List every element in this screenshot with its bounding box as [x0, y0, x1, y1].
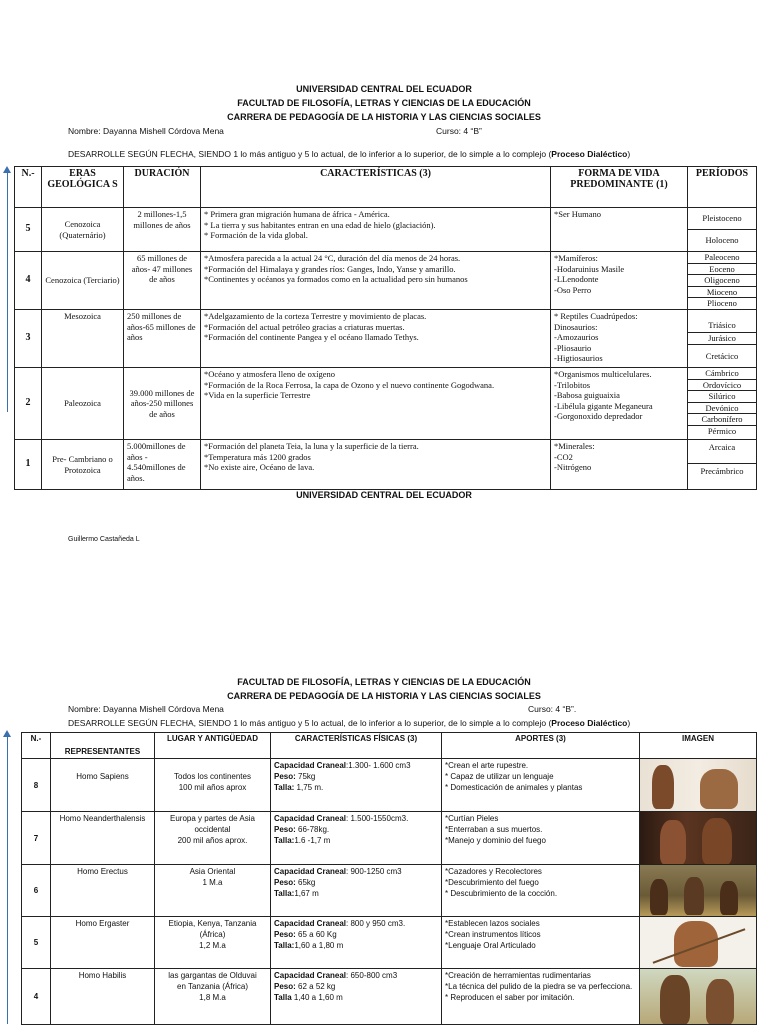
author: Guillermo Castañeda L: [68, 536, 140, 543]
table-row: 5 Cenozoica (Quaternário) 2 millones-1,5 millones de años * Primera gran migración humana de áfrica - América. * La tierra y sus habitantes entran en una edad de hielo (glaciación). * Formación de la vida global. *Ser Humano Pleistoceno Holoceno: [15, 208, 757, 252]
header-eras: ERAS GEOLÓGICA S: [42, 167, 124, 208]
header-life: FORMA DE VIDA PREDOMINANTE (1): [551, 167, 688, 208]
course-2: Curso: 4 “B”.: [528, 704, 577, 714]
table-row: 1 Pre- Cambriano o Protozoica 5.000millones de años - 4.540millones de años. *Formación del planeta Teia, la luna y la superficie de la tierra. *Temperatura más 1200 grados *No existe aire, Océano de lava. *Minerales: -CO2 -Nitrógeno Arcaica Precámbrico: [15, 440, 757, 490]
header-duration: DURACIÓN: [124, 167, 201, 208]
faculty-title: FACULTAD DE FILOSOFÍA, LETRAS Y CIENCIAS DE LA EDUCACIÓN: [237, 98, 531, 108]
table-row: 7 Homo Neanderthalensis Europa y partes de Asia occidental 200 mil años aprox. Capacidad Craneal: 1.500-1550cm3. Peso: 66-78kg. Talla:1.6 -1,7 m *Curtían Pieles *Enterraban a sus muertos. *Manejo y dominio del fuego: [22, 812, 757, 865]
table-row: 8 Homo Sapiens Todos los continentes 100 mil años aprox Capacidad Craneal:1.300- 1.600 cm3 Peso: 75kg Talla: 1,75 m. *Crean el arte rupestre. * Capaz de utilizar un lenguaje * Domesticación de animales y plantas: [22, 759, 757, 812]
course: Curso: 4 “B”: [436, 126, 482, 136]
student-name-2: Nombre: Dayanna Mishell Córdova Mena: [68, 704, 224, 714]
table-row: 4 Cenozoica (Terciario) 65 millones de años- 47 millones de años *Atmosfera parecida a la actual 24 °C, duración del día menos de 24 horas. *Formación del Himalaya y grandes ríos: Ganges, Indo, Yanse y amarillo. *Continentes y océanos ya formados como en la actualidad pero sin humanos *Mamíferos: -Hodaruinius Masile -LLenodonte -Oso Perro Paleoceno Eoceno Oligoceno Mioceno Plioceno: [15, 252, 757, 310]
arrow-line-2: [7, 736, 8, 1024]
header-image: IMAGEN: [640, 733, 757, 759]
table-row: 5 Homo Ergaster Etiopia, Kenya, Tanzania (África) 1,2 M.a Capacidad Craneal: 800 y 950 cm3. Peso: 65 a 60 Kg Talla:1,60 a 1,80 m *Establecen lazos sociales *Crean instrumentos líticos *Lenguaje Oral Articulado: [22, 917, 757, 969]
student-name: Nombre: Dayanna Mishell Córdova Mena: [68, 126, 224, 136]
university-title: UNIVERSIDAD CENTRAL DEL ECUADOR: [296, 84, 472, 94]
instruction: DESARROLLE SEGÚN FLECHA, SIENDO 1 lo más antiguo y 5 lo actual, de lo inferior a lo superior, de lo simple a lo complejo (Proceso Dialéctico): [68, 149, 631, 159]
table-row: 4 Homo Habilis las gargantas de Olduvai en Tanzania (África) 1,8 M.a Capacidad Craneal: 650-800 cm3 Peso: 62 a 52 kg Talla 1,40 a 1,60 m *Creación de herramientas rudimentarias *La técnica del pulido de la piedra se va perfeccionа. * Reproducen el saber por imitación.: [22, 969, 757, 1025]
header-rep: REPRESENTANTES: [51, 733, 155, 759]
geologic-eras-table: [14, 166, 757, 490]
career-title-2: CARRERA DE PEDAGOGÍA DE LA HISTORIA Y LAS CIENCIAS SOCIALES: [227, 691, 541, 701]
career-title: CARRERA DE PEDAGOGÍA DE LA HISTORIA Y LAS CIENCIAS SOCIALES: [227, 112, 541, 122]
neanderthal-image: [640, 812, 757, 865]
header-features: CARACTERÍSTICAS (3): [201, 167, 551, 208]
homo-erectus-image: [640, 865, 757, 917]
table-row: 2 Paleozoica 39.000 millones de años-250 millones de años *Océano y atmosfera lleno de oxígeno *Formación de la Roca Ferrosa, la capa de Ozono y el nuevo continente Gogodwana. *Vida en la superficie Terrestre *Organismos multicelulares. -Trilobitos -Babosa guiguaixia -Libélula gigante Meganeura -Gorgonoxido depredador Cámbrico Ordovícico Silúrico Devónico Carbonífero Pérmico: [15, 368, 757, 440]
instruction-2: DESARROLLE SEGÚN FLECHA, SIENDO 1 lo más antiguo y 5 lo actual, de lo inferior a lo superior, de lo simple a lo complejo (Proceso Dialéctico): [68, 718, 631, 728]
header-aportes: APORTES (3): [442, 733, 640, 759]
homo-ergaster-image: [640, 917, 757, 969]
header-n: N.-: [15, 167, 42, 208]
table-row: 6 Homo Erectus Asia Oriental 1 M.a Capacidad Craneal: 900-1250 cm3 Peso: 65kg Talla:1,67 m *Cazadores y Recolectores *Descubrimiento del fuego * Descubrimiento de la cocción.: [22, 865, 757, 917]
homo-sapiens-image: [640, 759, 757, 812]
footer-university: UNIVERSIDAD CENTRAL DEL ECUADOR: [296, 490, 472, 500]
table-row: 3 Mesozoica 250 millones de años-65 millones de años *Adelgazamiento de la corteza Terrestre y movimiento de placas. *Formación del actual petróleo gracias a criaturas muertas. *Formación del continente Pangea y el océano llamado Tethys. * Reptiles Cuadrúpedos: Dinosaurios: -Amozaurios -Pliosaurio -Higtiosaurios Triásico Jurásico Cretácico: [15, 310, 757, 368]
arrow-line: [7, 172, 8, 412]
header-periods: PERÍODOS: [688, 167, 757, 208]
faculty-title-2: FACULTAD DE FILOSOFÍA, LETRAS Y CIENCIAS DE LA EDUCACIÓN: [237, 677, 531, 687]
hominids-table: [21, 732, 757, 1025]
header-n-2: N.-: [22, 733, 51, 759]
header-place: LUGAR Y ANTIGÜEDAD: [155, 733, 271, 759]
header-physical: CARACTERÍSTICAS FÍSICAS (3): [271, 733, 442, 759]
homo-habilis-image: [640, 969, 757, 1025]
